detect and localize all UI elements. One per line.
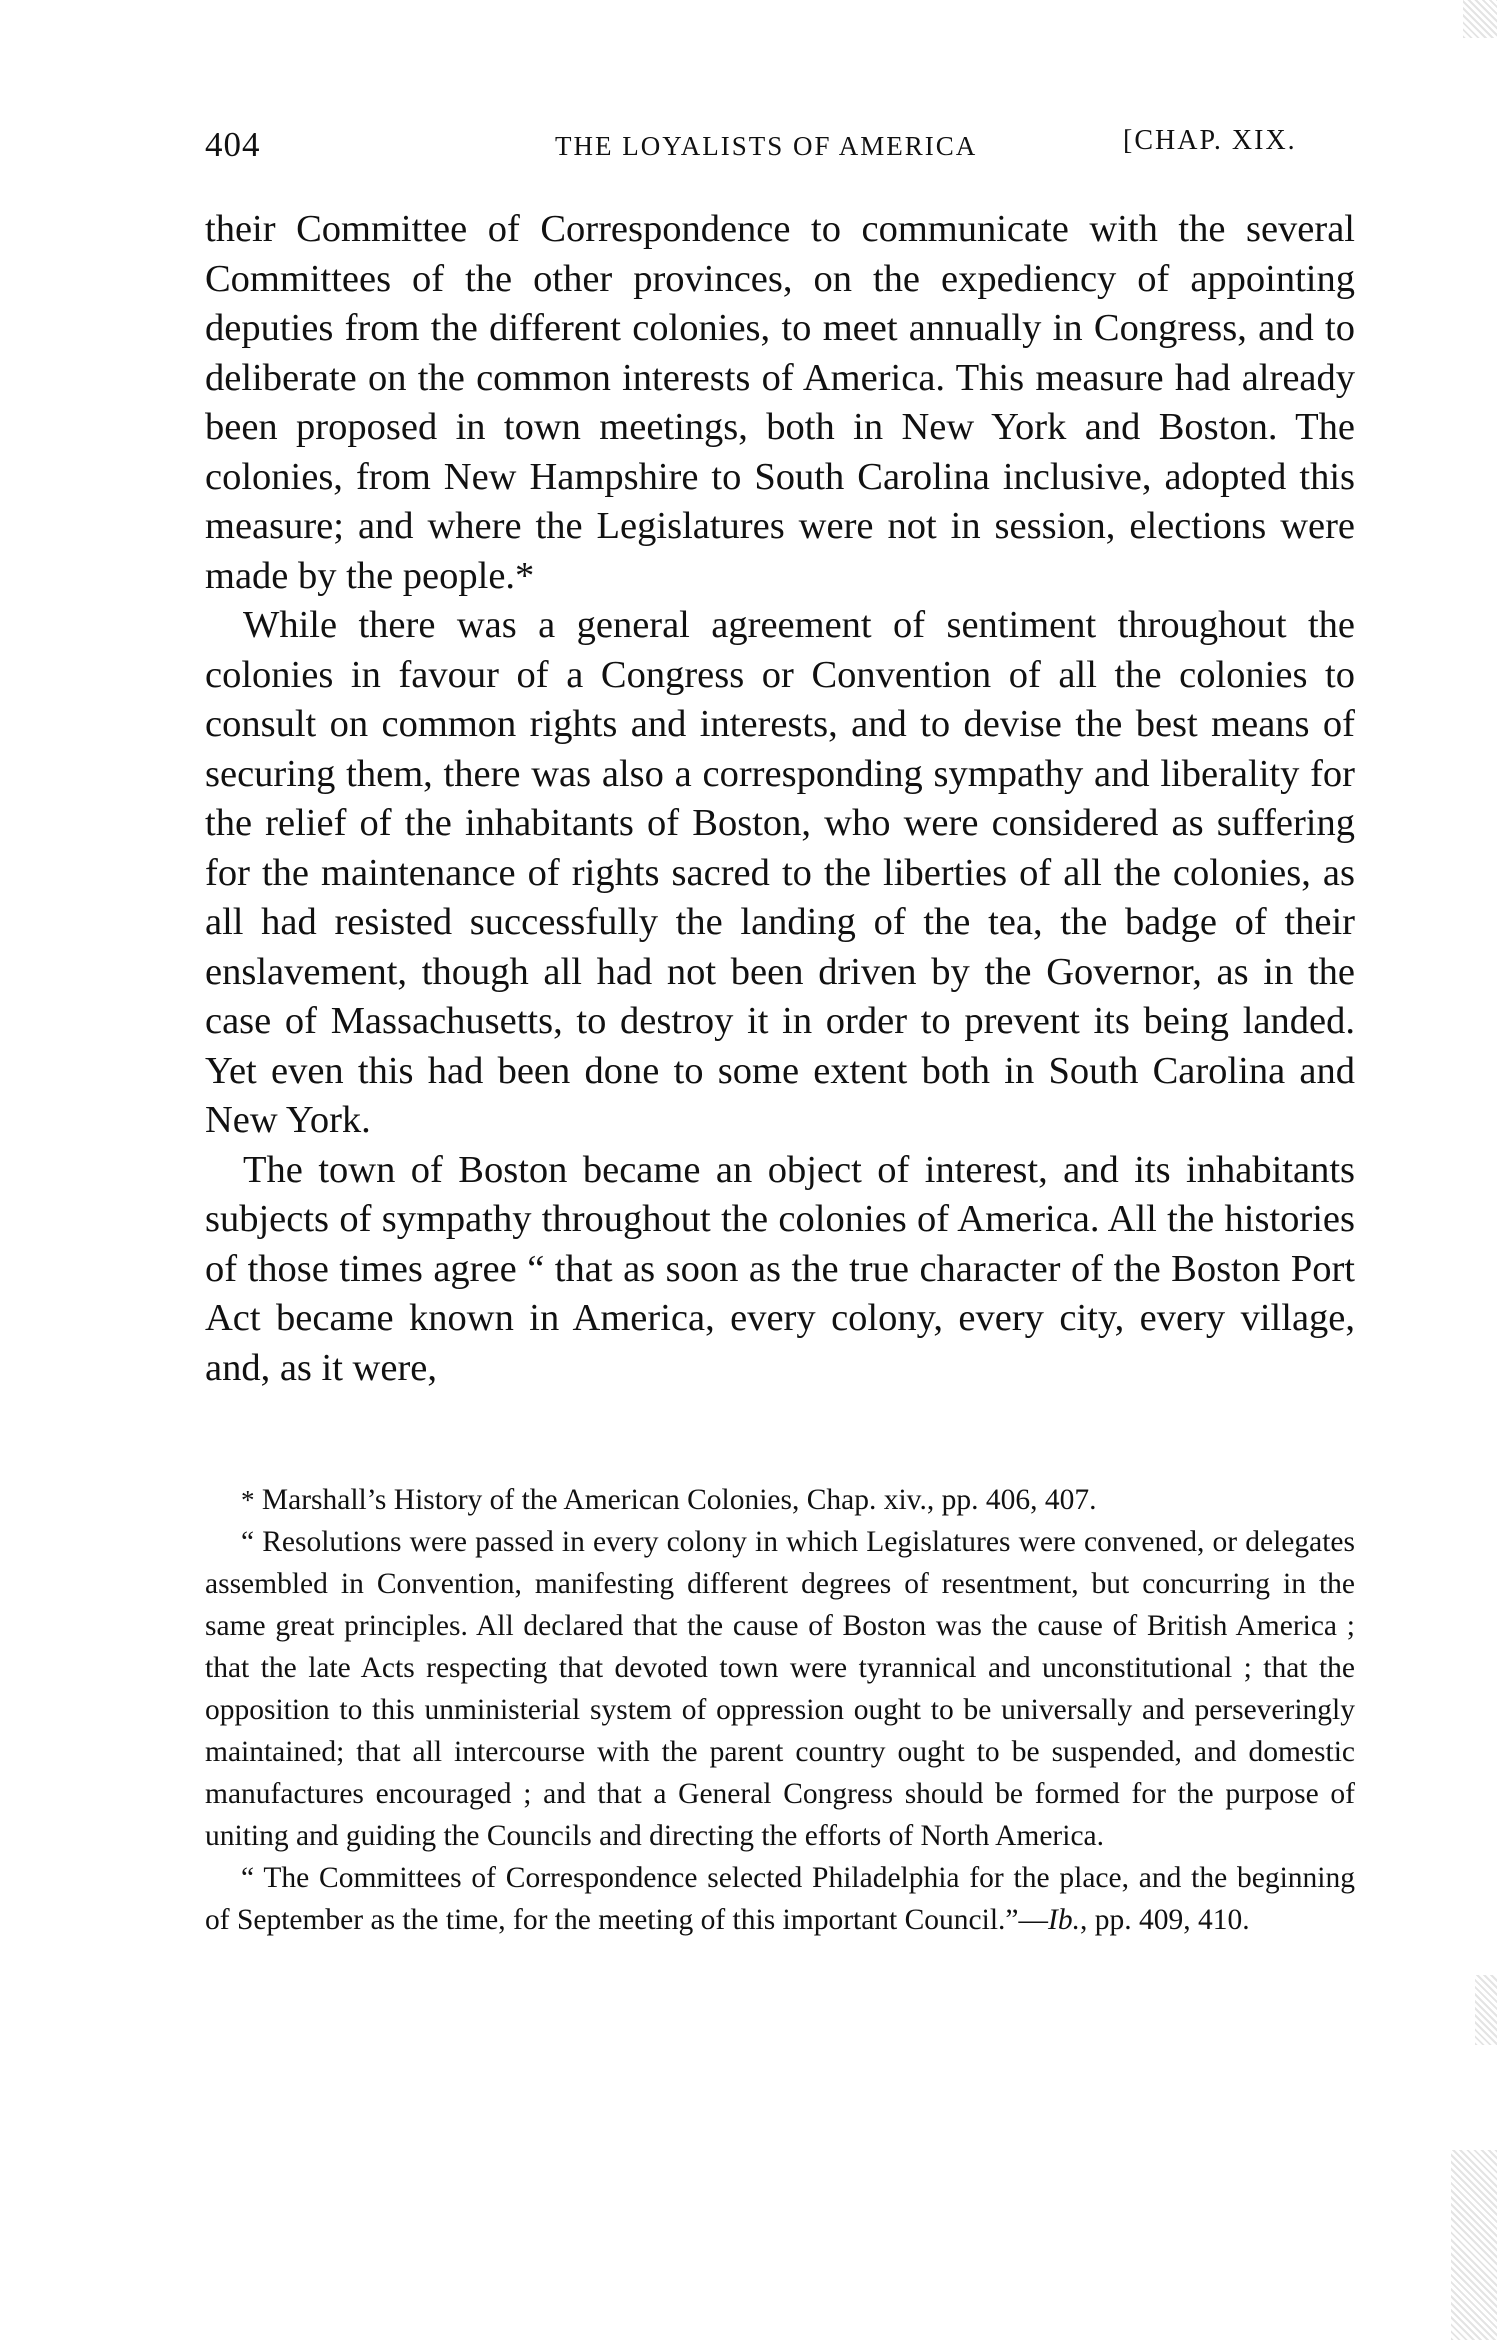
footnote-3 — [205, 1857, 1355, 1941]
footnote-marker: * — [241, 1485, 255, 1515]
scan-artifact-top — [1463, 0, 1497, 38]
footnote-3-ibid: Ib. — [1048, 1904, 1080, 1936]
paragraph-2: While there was a general agreement of sentiment throughout the colonies in favour of a Congress or Convention of all the colonies to consult on common rights and interests, and to devise the best means of securing them, there was also a corresponding sympathy and liberality for the relief of the inhabitants of Boston, who were considered as suffering for the maintenance of rights sacred to the liberties of all the colonies, as all had resisted successfully the landing of the tea, the badge of their enslavement, though all had not been driven by the Governor, as in the case of Massachusetts, to destroy it in order to prevent its being landed. Yet even this had been done to some extent both in South Carolina and New York. — [205, 604, 1355, 1141]
scan-artifact-bottom — [1451, 2150, 1497, 2340]
footnote-1 — [205, 1479, 1355, 1521]
body-text — [205, 205, 1355, 1393]
running-head — [205, 125, 1355, 185]
book-page — [205, 125, 1355, 1941]
chapter-reference: [CHAP. XIX. — [1123, 125, 1297, 156]
scan-artifact-middle — [1475, 1975, 1497, 2045]
footnote-2: “ Resolutions were passed in every colony in which Legislatures were convened, or delegates assembled in Convention, manifesting different degrees of resentment, but concurring in the same great principles. All declared that the cause of Boston was the cause of British America ; that the late Acts respecting that devoted town were tyrannical and unconstitutional ; that the opposition to this unministerial system of oppression ought to be universally and perseveringly maintained; that all intercourse with the parent country ought to be suspended, and domestic manufactures encouraged ; and that a General Congress should be formed for the purpose of uniting and guiding the Councils and directing the efforts of North America. — [205, 1526, 1355, 1852]
footnote-3-pages: , pp. 409, 410. — [1079, 1904, 1250, 1936]
footnotes — [205, 1479, 1355, 1941]
page-number: 404 — [205, 125, 261, 164]
paragraph-3: The town of Boston became an object of interest, and its inhabitants subjects of sympathy throughout the colonies of America. All the histories of those times agree “ that as soon as the true character of the Boston Port Act became known in America, every colony, every city, every village, and, as it were, — [205, 1148, 1355, 1389]
footnote-1-text: Marshall’s History of the American Colonies, Chap. xiv., pp. 406, 407. — [261, 1484, 1097, 1516]
footnote-3-text: “ The Committees of Correspondence selected Philadelphia for the place, and the beginning of September as the time, for the meeting of this important Council.”— — [205, 1862, 1355, 1936]
paragraph-1: their Committee of Correspondence to communicate with the several Committees of the other provinces, on the expediency of appointing deputies from the different colonies, to meet annually in Congress, and to deliberate on the common interests of America. This measure had already been proposed in town meetings, both in New York and Boston. The colonies, from New Hampshire to South Carolina inclusive, adopted this measure; and where the Legislatures were not in session, elections were made by the people.* — [205, 208, 1355, 597]
running-title: THE LOYALISTS OF AMERICA — [555, 131, 978, 161]
